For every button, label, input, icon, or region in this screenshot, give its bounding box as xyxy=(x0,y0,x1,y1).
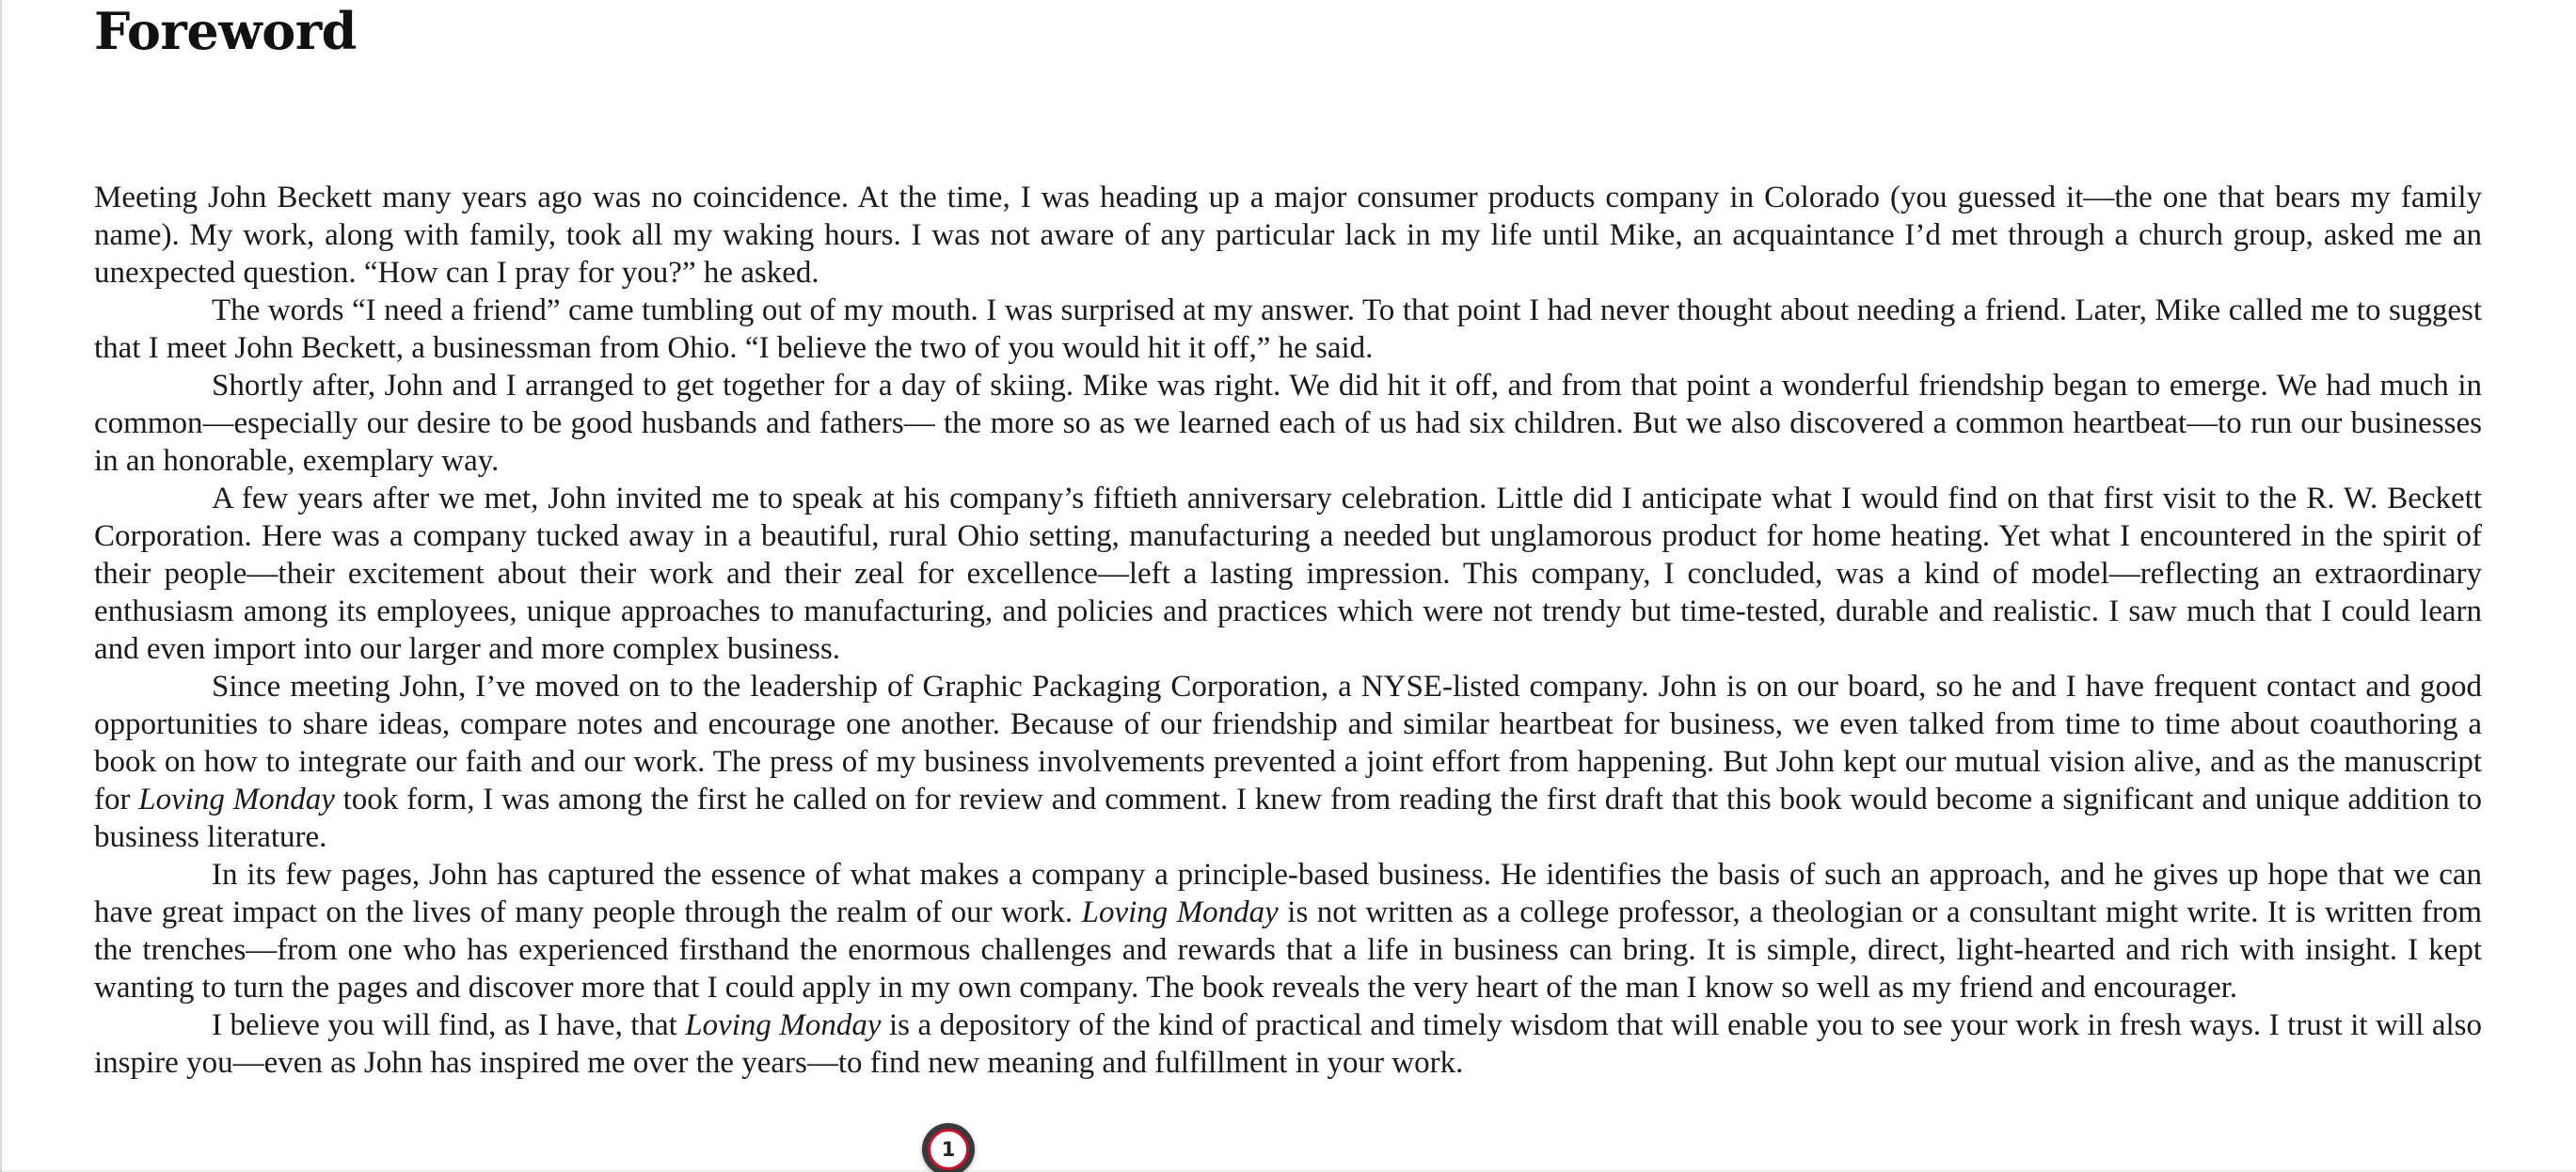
paragraph-text: The words “I need a friend” came tumbling out of my mouth. I was surprised at my answer. To that point I had never thought about needing a friend. Later, Mike called me to suggest that I meet John Beckett, a businessman from Ohio. “I believe the two of you would hit it off,” he said. xyxy=(94,293,2482,365)
page-bottom-edge xyxy=(0,1168,2576,1172)
annotation-marker[interactable] xyxy=(922,1123,975,1172)
paragraph-text: took form, I was among the first he called on for review and comment. I knew from reading the first draft that this book would become a significant and unique addition to business literature. xyxy=(94,783,2483,854)
book-title-italic: Loving Monday xyxy=(685,1008,882,1042)
annotation-marker-label: 1 xyxy=(928,1129,969,1170)
document-page xyxy=(94,0,2482,1082)
paragraph xyxy=(94,292,2482,367)
paragraph xyxy=(94,179,2482,292)
paragraph-text: is not written as a college professor, a theologian or a consultant might write. It is written from the trenches—from one who has experienced firsthand the enormous challenges and rewards that a life in business can bring. It is simple, direct, light-hearted and rich with insight. I kept wanting to turn the pages and discover more that I could apply in my own company. The book reveals the very heart of the man I know so well as my friend and encourager. xyxy=(94,895,2482,1005)
paragraph-text: Shortly after, John and I arranged to get together for a day of skiing. Mike was right. We did hit it off, and from that point a wonderful friendship began to emerge. We had much in common—especially our desire to be good husbands and fathers— the more so as we learned each of us had six children. But we also discovered a common heartbeat—to run our businesses in an honorable, exemplary way. xyxy=(94,369,2482,478)
paragraph-text: A few years after we met, John invited me to speak at his company’s fiftieth anniversary celebration. Little did I anticipate what I would find on that first visit to the R. W. Beckett Corporation. Here was a company tucked away in a beautiful, rural Ohio setting, manufacturing a needed but unglamorous product for home heating. Yet what I encountered in the spirit of their people—their excitement about their work and their zeal for excellence—left a lasting impression. This company, I concluded, was a kind of model—reflecting an extraordinary enthusiasm among its employees, unique approaches to manufacturing, and policies and practices which were not trendy but time-tested, durable and realistic. I saw much that I could learn and even import into our larger and more complex business. xyxy=(94,482,2482,666)
paragraph xyxy=(94,480,2482,668)
paragraph-text: is a depository of the kind of practical and timely wisdom that will enable you to see your work in fresh ways. I trust it will also inspire you—even as John has inspired me over the years—to find new meaning and fulfillment in your work. xyxy=(94,1008,2482,1080)
paragraph xyxy=(94,856,2482,1006)
book-title-italic: Loving Monday xyxy=(138,783,335,816)
foreword-body xyxy=(94,179,2482,1082)
paragraph-text: I believe you will find, as I have, that xyxy=(212,1008,686,1042)
paragraph-text: Since meeting John, I’ve moved on to the leadership of Graphic Packaging Corporation, a NYSE-listed company. John is on our board, so he and I have frequent contact and good opportunities to share ideas, compare notes and encourage one another. Because of our friendship and similar heartbeat for business, we even talked from time to time about coauthoring a book on how to integrate our faith and our work. The press of my business involvements prevented a joint effort from happening. But John kept our mutual vision alive, and as the manuscript for xyxy=(94,670,2482,816)
page-left-edge xyxy=(0,0,2,1172)
page-title: Foreword xyxy=(94,1,357,61)
book-title-italic: Loving Monday xyxy=(1081,895,1279,929)
paragraph-text: In its few pages, John has captured the essence of what makes a company a principle-based business. He identifies the basis of such an approach, and he gives up hope that we can have great impact on the lives of many people through the realm of our work. xyxy=(94,858,2482,929)
paragraph-text: Meeting John Beckett many years ago was no coincidence. At the time, I was heading up a major consumer products company in Colorado (you guessed it—the one that bears my family name). My work, along with family, took all my waking hours. I was not aware of any particular lack in my life until Mike, an acquaintance I’d met through a church group, asked me an unexpected question. “How can I pray for you?” he asked. xyxy=(94,181,2482,290)
paragraph xyxy=(94,1006,2482,1082)
paragraph xyxy=(94,668,2482,856)
paragraph xyxy=(94,367,2482,480)
